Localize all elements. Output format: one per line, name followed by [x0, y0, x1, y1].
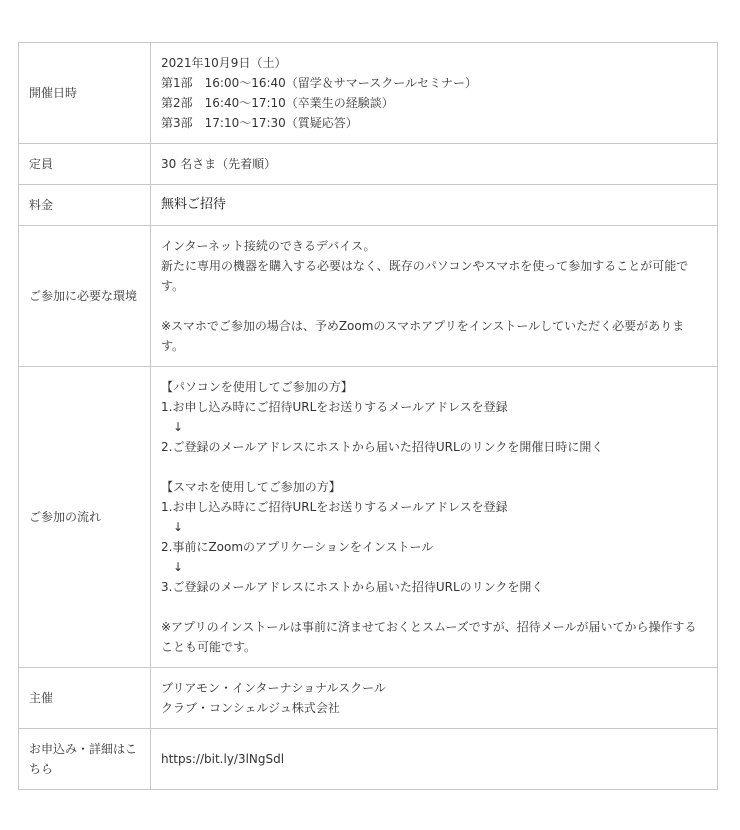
row-label: [19, 43, 151, 144]
table-row-apply: [19, 729, 718, 790]
row-value: [151, 367, 718, 668]
row-label: [19, 367, 151, 668]
label-capacity: 定員: [29, 157, 54, 171]
table-row-capacity: [19, 144, 718, 185]
row-value: [151, 144, 718, 185]
label-requirements: ご参加に必要な環境: [29, 289, 138, 303]
row-label: [19, 144, 151, 185]
row-label: [19, 185, 151, 226]
row-value: [151, 668, 718, 729]
row-value: [151, 226, 718, 367]
value-requirements: インターネット接続のできるデバイス。 新たに専用の機器を購入する必要はなく、既存のパソコンやスマホを使って参加することが可能です。 ※スマホでご参加の場合は、予めZoomのスマホアプリをインストールしていただく必要があります。: [161, 239, 689, 353]
label-apply: お申込み・詳細はこちら: [29, 742, 138, 776]
row-value: [151, 43, 718, 144]
row-label: [19, 226, 151, 367]
row-value: [151, 729, 718, 790]
apply-link[interactable]: https://bit.ly/3lNgSdl: [161, 752, 285, 766]
label-flow: ご参加の流れ: [29, 510, 102, 524]
value-date-schedule: 2021年10月9日（土） 第1部 16:00〜16:40（留学＆サマースクールセミナー） 第2部 16:40〜17:10（卒業生の経験談） 第3部 17:10〜17:30（質疑応答）: [161, 56, 477, 130]
table-row-requirements: [19, 226, 718, 367]
value-fee: 無料ご招待: [161, 197, 227, 212]
value-organizer: ブリアモン・インターナショナルスクール クラブ・コンシェルジュ株式会社: [161, 681, 386, 715]
table-row-organizer: [19, 668, 718, 729]
event-info-table: [18, 42, 718, 790]
label-date: 開催日時: [29, 86, 78, 100]
label-organizer: 主催: [29, 691, 54, 705]
row-value: [151, 185, 718, 226]
label-fee: 料金: [29, 198, 54, 212]
table-row-flow: [19, 367, 718, 668]
row-label: [19, 668, 151, 729]
value-capacity: 30 名さま（先着順）: [161, 157, 277, 171]
value-flow-steps: 【パソコンを使用してご参加の方】 1.お申し込み時にご招待URLをお送りするメールアドレスを登録 ↓ 2.ご登録のメールアドレスにホストから届いた招待URLのリンクを開催日時に開く 【スマホを使用してご参加の方】 1.お申し込み時にご招待URLをお送りするメールアドレスを登録 ↓ 2.事前にZoomのアプリケーションをインストール ↓ 3.ご登録のメールアドレスにホストから届いた招待URLのリンクを開く ※アプリのインストールは事前に済ませておくとスムーズですが、招待メールが届いてから操作することも可能です。: [161, 380, 697, 654]
table-row-fee: [19, 185, 718, 226]
table-row-date: [19, 43, 718, 144]
row-label: [19, 729, 151, 790]
